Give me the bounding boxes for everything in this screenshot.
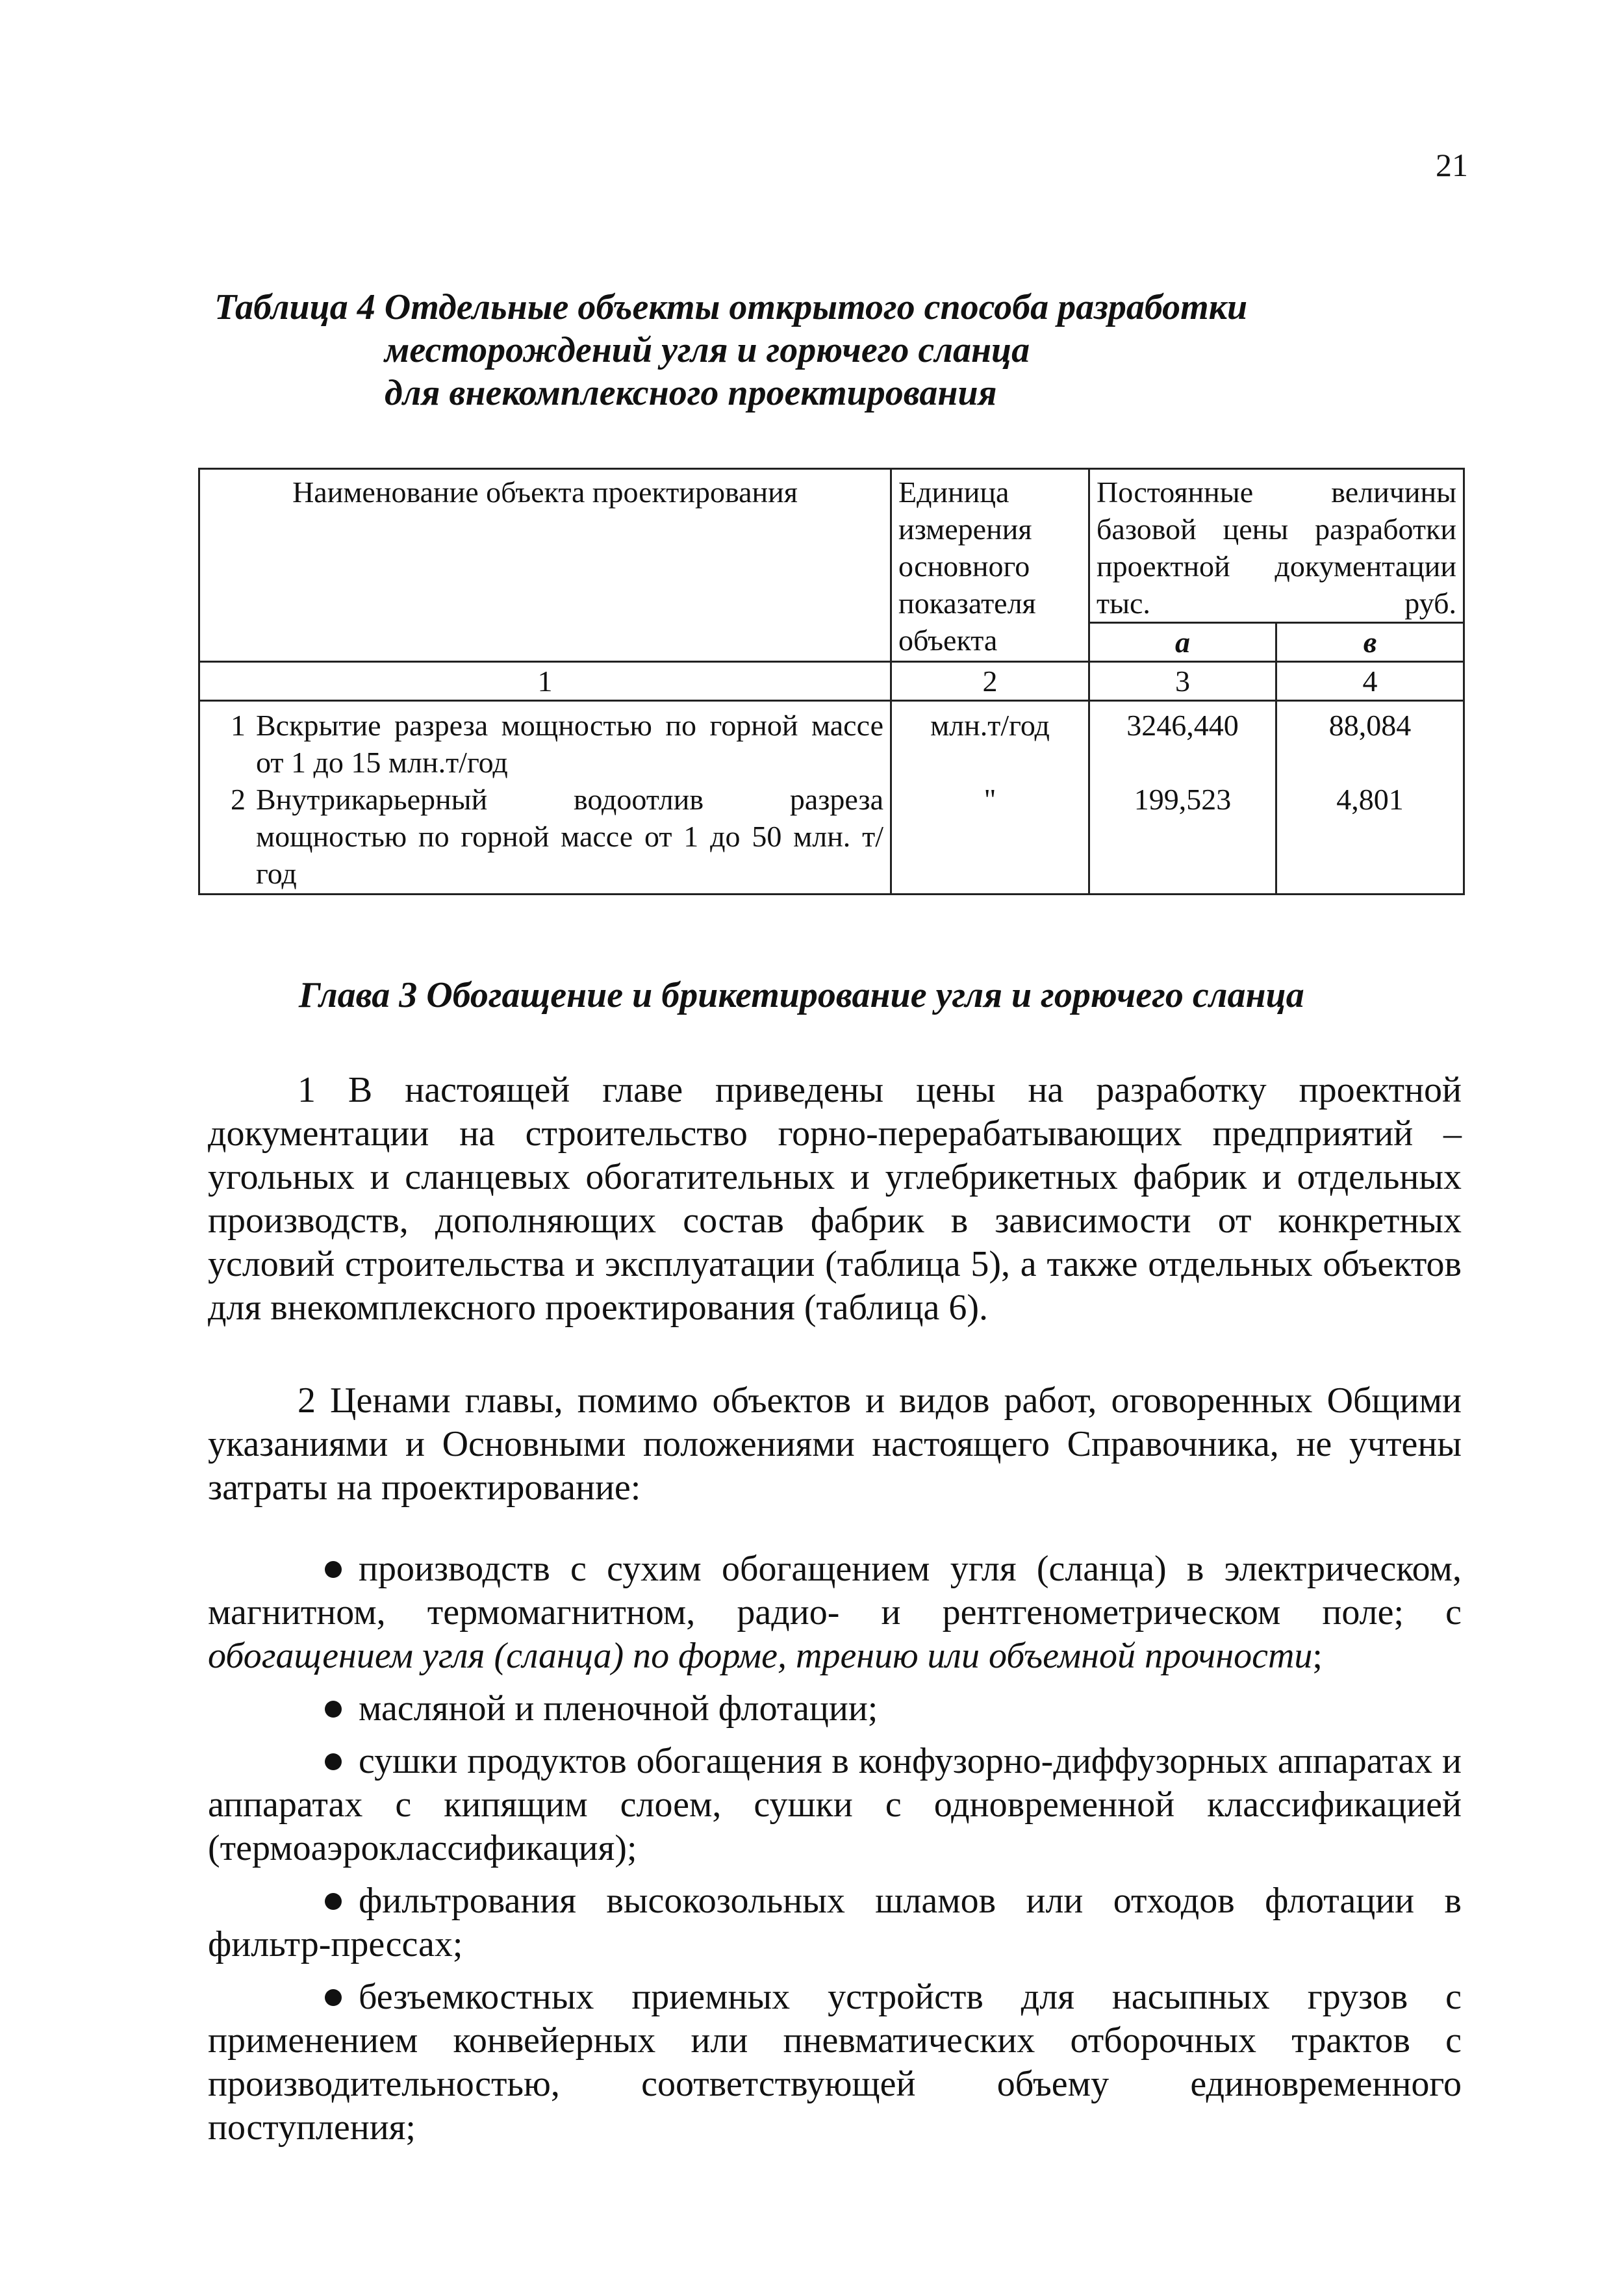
paragraph-2: 2 Ценами главы, помимо объектов и видов работ, оговоренных Общими указаниями и Основными положениями настоящего Справочника, не учтены затраты на проектирование: [208, 1380, 1462, 1508]
table-caption-line-1: Таблица 4 Отдельные объекты открытого способа разработки [214, 287, 1248, 327]
bullet-icon [325, 1753, 342, 1770]
list-item-tail: ; [1312, 1636, 1323, 1676]
table-caption-line-2: месторождений угля и горючего сланца [385, 330, 1030, 370]
row-unit: " [891, 781, 1089, 895]
table-caption-line-3: для внекомплексного проектирования [385, 373, 997, 413]
header-name: Наименование объекта проектирования [199, 469, 891, 662]
list-item-italic: обогащением угля (сланца) по форме, трению или объемной прочности [208, 1636, 1313, 1676]
row-name: Вскрытие разреза мощностью по горной массе от 1 до 15 млн.т/год [256, 709, 883, 779]
bullet-icon [325, 1989, 342, 2006]
list-item-text: сушки продуктов обогащения в конфузорно-диффузорных аппаратах и аппаратах с кипящим слоем, сушки с одновременной классификацией (термоаэроклассификация); [208, 1741, 1462, 1868]
row-unit: млн.т/год [891, 701, 1089, 781]
column-number-3: 3 [1089, 662, 1276, 701]
row-value-a: 3246,440 [1089, 701, 1276, 781]
table-row [199, 781, 1464, 895]
table-caption [214, 286, 1436, 414]
header-col-a: а [1089, 623, 1276, 662]
chapter-title: Глава 3 Обогащение и брикетирование угля и горючего сланца [299, 975, 1304, 1015]
row-value-b: 4,801 [1276, 781, 1464, 895]
column-number-1: 1 [199, 662, 891, 701]
list-item-text: фильтрования высокозольных шламов или отходов флотации в фильтр-прессах; [208, 1881, 1462, 1964]
header-constants: Постоянные величины базовой цены разработки проектной документации тыс. руб. [1089, 469, 1464, 623]
bullet-icon [325, 1701, 342, 1718]
paragraph-1: 1 В настоящей главе приведены цены на разработку проектной документации на строительство горно-перерабатывающих предприятий – угольных и сланцевых обогатительных и углебрикетных фабрик и отдельных производств, дополняющих состав фабрик в зависимости от конкретных условий строительства и эксплуатации (таблица 5), а также отдельных объектов для внекомплексного проектирования (таблица 6). [208, 1070, 1462, 1328]
row-number: 1 [231, 709, 246, 742]
list-item [208, 1547, 1462, 1678]
row-value-a: 199,523 [1089, 781, 1276, 895]
list-item [208, 1687, 1462, 1731]
column-number-2: 2 [891, 662, 1089, 701]
list-item-text: производств с сухим обогащением угля (сланца) в электрическом, магнитном, термомагнитном, радио- и рентгенометрическом поле; с [208, 1549, 1462, 1632]
table-4 [198, 468, 1465, 895]
row-number: 2 [231, 783, 246, 816]
row-value-b: 88,084 [1276, 701, 1464, 781]
table-row [199, 701, 1464, 781]
header-col-b: в [1276, 623, 1464, 662]
list-item-text: безъемкостных приемных устройств для насыпных грузов с применением конвейерных или пневматических отборочных трактов с производительностью, соответствующей объему единовременного поступления; [208, 1977, 1462, 2148]
list-item [208, 1879, 1462, 1966]
column-number-4: 4 [1276, 662, 1464, 701]
row-name: Внутрикарьерный водоотлив разреза мощностью по горной массе от 1 до 50 млн. т/год [256, 783, 883, 890]
list-item [208, 1740, 1462, 1870]
list-item [208, 1975, 1462, 2150]
bullet-icon [325, 1893, 342, 1910]
list-item-text: масляной и пленочной флотации; [359, 1688, 878, 1729]
bullet-icon [325, 1561, 342, 1578]
exclusions-list [208, 1547, 1462, 2159]
header-unit: Единица измерения основного показателя объекта [891, 469, 1089, 662]
page-number: 21 [1436, 147, 1468, 183]
